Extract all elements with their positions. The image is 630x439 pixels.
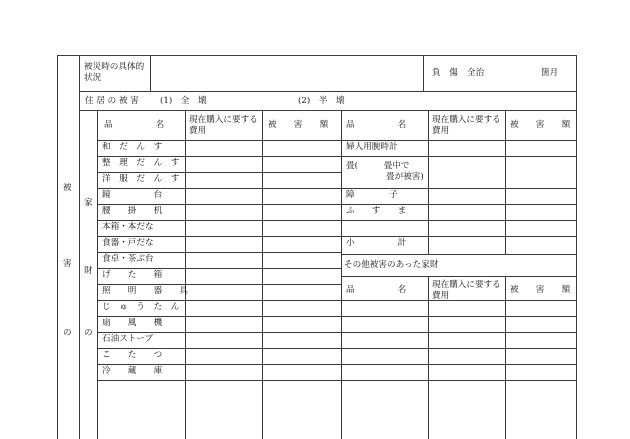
item-subtotal: 小 計 <box>346 238 407 248</box>
item-kotatsu: こ た つ <box>102 350 163 360</box>
side-label-outer-3: の <box>63 328 72 338</box>
left-row-line <box>97 332 341 333</box>
right-cost-col-line-upper <box>428 110 429 254</box>
residence-damage-label: 住 居 の 被 害 <box>85 96 139 106</box>
injury-divider <box>423 55 424 91</box>
residence-option-total: (1) 全 壊 <box>160 96 207 106</box>
injury-full-recovery: 全治 <box>467 68 485 78</box>
item-shoji: 障 子 <box>346 190 398 200</box>
left-row-line <box>97 284 341 285</box>
side-label-inner-2: 財 <box>84 266 93 276</box>
right-lower-header-item: 品 名 <box>346 285 407 295</box>
col-side-divider <box>79 55 80 439</box>
left-header-item: 品 名 <box>104 120 165 130</box>
item-shomei-kigu: 照 明 器 具 <box>102 286 188 296</box>
left-row-line <box>97 316 341 317</box>
table-border-top <box>57 55 576 56</box>
item-tatami-sub: 畳が被害) <box>386 172 424 182</box>
right-header-item: 品 名 <box>346 120 407 130</box>
middle-divider <box>341 110 342 439</box>
left-row-line <box>97 364 341 365</box>
right-row-line <box>341 156 576 157</box>
injury-label: 負 傷 <box>432 68 458 78</box>
right-row-line <box>341 236 576 237</box>
left-row-line <box>97 252 341 253</box>
left-row-line <box>97 300 341 301</box>
item-senpuki: 扇 風 機 <box>102 318 163 328</box>
left-row-line <box>97 204 341 205</box>
left-row-line <box>97 268 341 269</box>
right-row-line <box>341 254 576 255</box>
right-row-line <box>341 348 576 349</box>
right-row-line <box>341 140 576 141</box>
item-fusuma: ふ す ま <box>346 206 407 216</box>
other-section-title: その他被害のあった家財 <box>344 260 439 270</box>
left-row-line <box>97 188 341 189</box>
situation-label-divider <box>150 55 151 91</box>
table-border-left <box>57 55 58 439</box>
item-reizoko: 冷 蔵 庫 <box>102 366 163 376</box>
item-seiri-dansu: 整 理 だ ん す <box>102 158 180 168</box>
item-honbako: 本箱・本だな <box>102 222 154 232</box>
left-row-line <box>97 140 341 141</box>
left-row-line <box>97 380 341 381</box>
right-row-line <box>341 204 576 205</box>
right-lower-header-damage: 被 害 額 <box>510 285 571 295</box>
item-yofuku-dansu: 洋 服 だ ん す <box>102 174 180 184</box>
residence-option-half: (2) 半 壊 <box>298 96 345 106</box>
injury-weeks-unit: 箇月 <box>541 68 559 78</box>
right-row-line <box>341 332 576 333</box>
left-header-damage: 被 害 額 <box>268 120 329 130</box>
side-label-outer-1: 被 <box>63 183 72 193</box>
item-getabako: げ た 箱 <box>102 270 163 280</box>
right-row-line <box>341 188 576 189</box>
row-line-situation <box>79 91 576 92</box>
left-row-line <box>97 172 341 173</box>
right-row-line <box>341 220 576 221</box>
left-row-line <box>97 236 341 237</box>
item-koshikake-tsukue: 腰 掛 机 <box>102 206 163 216</box>
right-row-line <box>341 380 576 381</box>
item-kyodai: 鏡 台 <box>102 190 163 200</box>
item-tatami: 畳( 畳中で <box>346 161 410 171</box>
inner-side-divider <box>97 110 98 439</box>
left-row-line <box>97 156 341 157</box>
item-shokki-todana: 食器・戸だな <box>102 238 154 248</box>
left-row-line <box>97 220 341 221</box>
left-cost-col-line <box>185 110 186 439</box>
right-header-cost: 現在購入に要する 費用 <box>432 115 501 136</box>
right-lower-header-cost: 現在購入に要する 費用 <box>432 280 501 301</box>
right-row-line <box>341 316 576 317</box>
side-label-inner-3: の <box>84 328 93 338</box>
table-border-right <box>576 55 577 439</box>
right-row-line <box>341 364 576 365</box>
item-sekiyu-stove: 石油ストーブ <box>102 334 154 344</box>
left-row-line <box>97 348 341 349</box>
left-damage-col-line <box>262 110 263 439</box>
left-header-cost: 現在購入に要する 費用 <box>189 115 258 136</box>
item-fujin-udedokei: 婦人用腕時計 <box>346 142 398 152</box>
side-label-outer-2: 害 <box>63 259 72 269</box>
right-header-damage: 被 害 額 <box>510 120 571 130</box>
item-shokutaku: 食卓・茶ぶ台 <box>102 254 154 264</box>
side-label-inner-1: 家 <box>84 198 93 208</box>
right-row-line <box>341 276 576 277</box>
right-damage-col-line-upper <box>505 110 506 254</box>
row-line-residence <box>79 110 576 111</box>
item-wa-dansu: 和 だ ん す <box>102 142 163 152</box>
situation-label: 被災時の具体的 状況 <box>84 62 145 83</box>
item-jutan: じ ゅ う た ん <box>102 302 180 312</box>
